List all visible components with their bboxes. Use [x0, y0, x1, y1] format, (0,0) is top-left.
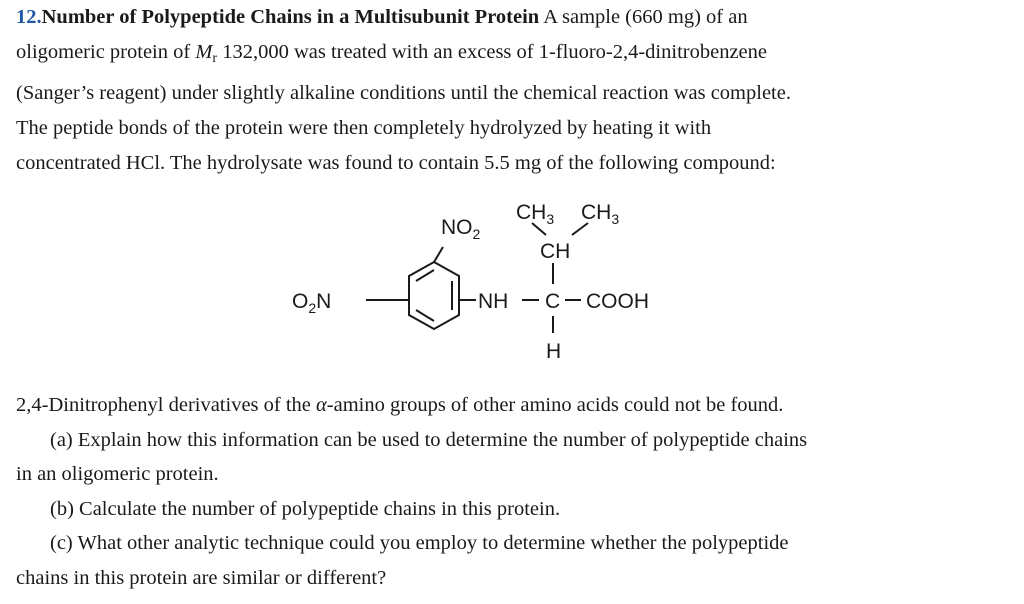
intro-line-4: The peptide bonds of the protein were then completely hydrolyzed by heating it with	[16, 117, 712, 139]
no2-label: $NO_2$	[441, 216, 481, 242]
mr-symbol: M	[195, 41, 213, 63]
question-c-line-2: chains in this protein are similar or different?	[16, 566, 387, 589]
problem-intro	[16, 0, 1016, 181]
intro-text-2a: oligomeric protein of	[16, 41, 196, 63]
ch3-left-label: $CH_3$	[516, 201, 555, 227]
question-c-line-1: (c) What other analytic technique could you employ to determine whether the polypeptide	[50, 532, 789, 554]
intro-text-1: A sample (660 mg) of an	[539, 6, 748, 28]
structure-svg	[0, 190, 1024, 380]
alpha-c-label: C	[545, 290, 561, 313]
intro-line-1	[16, 0, 1016, 35]
alpha-symbol: α	[316, 394, 327, 416]
ch-label: CH	[540, 240, 571, 263]
problem-questions	[16, 388, 1016, 595]
problem-number: 12.	[16, 6, 42, 28]
bond-ring-no2	[434, 247, 443, 262]
question-a-line-1: (a) Explain how this information can be used to determine the number of polypeptide chains	[50, 428, 808, 451]
intro-line-5: concentrated HCl. The hydrolysate was found to contain 5.5 mg of the following compound:	[16, 152, 776, 174]
o2n-label: $O_2N$	[292, 290, 332, 316]
mr-subscript: r	[212, 51, 218, 66]
dnp-valine-structure	[0, 190, 1024, 380]
ch3-right-label: $CH_3$	[581, 201, 620, 227]
problem-title: Number of Polypeptide Chains in a Multisubunit Protein	[41, 6, 540, 28]
after-line-1	[16, 388, 1016, 423]
after-text-1b: -amino groups of other amino acids could not be found.	[326, 394, 784, 416]
question-a-line-2: in an oligomeric protein.	[16, 463, 219, 485]
nh-label: NH	[478, 290, 509, 313]
after-text-1a: 2,4-Dinitrophenyl derivatives of the	[16, 394, 317, 416]
intro-text-2b: 132,000 was treated with an excess of 1-fluoro-2,4-dinitrobenzene	[217, 41, 767, 63]
benzene-ring	[409, 262, 459, 329]
cooh-label: COOH	[586, 290, 649, 313]
question-b: (b) Calculate the number of polypeptide chains in this protein.	[50, 497, 561, 520]
intro-line-2	[16, 35, 1016, 76]
intro-line-3: (Sanger’s reagent) under slightly alkaline conditions until the chemical reaction was complete.	[16, 82, 791, 104]
h-label: H	[546, 340, 562, 363]
bond-ch3-left	[532, 223, 546, 235]
bond-ch3-right	[572, 223, 588, 235]
